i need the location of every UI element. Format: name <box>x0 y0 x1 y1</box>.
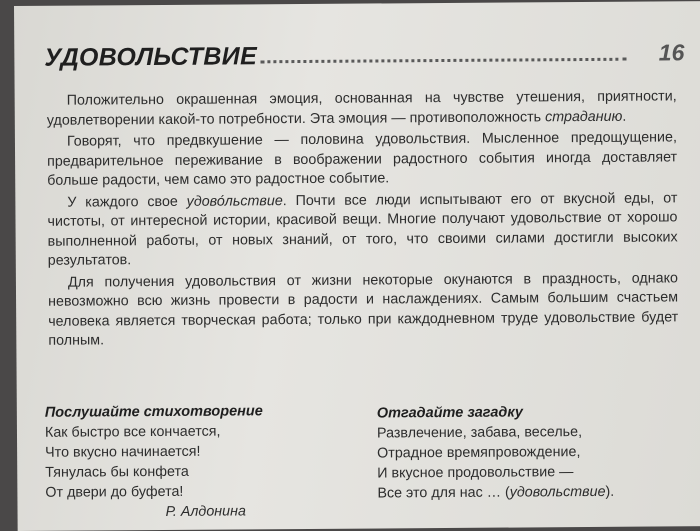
riddle-line: И вкусное продовольствие — <box>377 464 574 482</box>
paragraph: У каждого свое удово́льствие. Почти все люди испытывают его от вкусной еды, от чистоты, от интересной истории, красивой вещи. Многие получают удовольствие от хорошо выполненной работы, от новых знаний, от того, что своими силами достигли высоких результатов. <box>47 189 678 269</box>
riddle-line-last: Все это для нас … (удовольствие). <box>377 483 615 502</box>
poem-line: Что вкусно начинается! <box>45 443 201 461</box>
poem-block <box>45 401 336 523</box>
poem-heading: Послушайте стихотворение <box>44 403 263 421</box>
page-title: УДОВОЛЬСТВИЕ <box>44 42 258 72</box>
poem-line: Как быстро все кончается, <box>44 423 221 441</box>
riddle-answer: удовольствие <box>509 483 606 501</box>
poem-line: Тянулась бы конфета <box>45 463 189 481</box>
riddle-line: Развлечение, забава, веселье, <box>376 424 583 442</box>
emphasis: удово́льствие <box>186 192 283 210</box>
page-header <box>44 39 684 77</box>
dotted-leader <box>260 58 626 64</box>
emphasis: страданию <box>545 108 623 125</box>
paragraph: Для получения удовольствия от жизни некоторые окунаются в праздность, однако невозможно всю жизнь провести в радости и наслаждениях. Самым большим счастьем человека является творческая работа; только при каждодневном труде удовольствие будет полным. <box>48 269 679 349</box>
riddle-heading: Отгадайте загадку <box>376 404 523 422</box>
page-number: 16 <box>658 39 685 66</box>
poem-line: От двери до буфета! <box>45 483 184 501</box>
book-page <box>14 1 700 531</box>
poem-author: Р. Алдонина <box>165 503 246 520</box>
riddle-line: Отрадное времяпровождение, <box>377 444 581 462</box>
main-text <box>47 87 679 351</box>
paragraph: Говорят, что предвкушение — половина удовольствия. Мысленное предощущение, предварительное переживание в воображении радостного события иногда доставляет больше радости, чем само это радостное событие. <box>47 129 678 189</box>
paragraph: Положительно окрашенная эмоция, основанная на чувстве утешения, приятности, удовлетворении какой-то потребности. Эта эмоция — противоположность страданию. <box>46 88 677 129</box>
riddle-block <box>377 401 688 503</box>
